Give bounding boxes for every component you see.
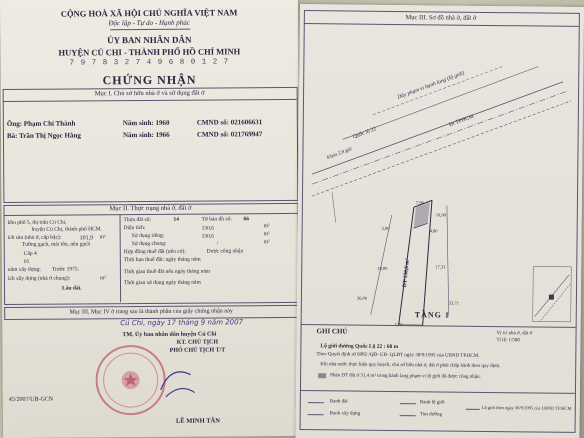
road-direction-label: Đi TPHCM xyxy=(448,113,475,129)
dim-8: 36,00 xyxy=(356,295,368,301)
motto: Độc lập - Tự do - Hạnh phúc xyxy=(108,18,190,28)
legend-line-decision xyxy=(466,409,480,410)
private-use-label: Sử dụng riêng: xyxy=(131,232,165,240)
legend-center: Tim đường xyxy=(419,412,442,418)
registration-number: 45/2007/UB-GCN xyxy=(8,396,54,403)
section-3-heading: Mục III, Mục IV ở trang sau là thành phần của giấy chứng nhận này xyxy=(69,308,233,316)
note-swatch xyxy=(318,373,326,378)
note-3: Khi nhà nước thực hiện quy hoạch, chủ sở hữu nhà ở, đất ở phải chấp hành theo quy định. xyxy=(320,362,501,370)
scale-label: Tỉ lệ: 1/500 xyxy=(496,338,520,344)
stamp-title-2: KT. CHỦ TỊCH xyxy=(176,339,219,346)
legend-line-boundary xyxy=(308,402,324,403)
ownership-term: Lâu dài. xyxy=(61,285,82,292)
stamp-title-1: TM. Ủy ban nhân dân huyện Củ Chi xyxy=(122,331,217,339)
certificate-right-page xyxy=(295,4,584,438)
private-use-unit: m² xyxy=(263,231,270,238)
road-boundary-label: Dây phạm vi hạnh lang (lộ giới) xyxy=(396,70,466,101)
area-label: Diện tích: xyxy=(123,224,146,232)
map-label: Tờ bản đồ số: xyxy=(201,216,232,223)
legend-line-row xyxy=(400,403,416,404)
signer-name: LÊ MINH TÂN xyxy=(175,417,220,425)
purpose-label: Hợp đồng thuê đất (nếu có): xyxy=(123,248,186,256)
position-label: Vị trí nhà ở, đất ở xyxy=(496,331,533,337)
address-line-1: khu phố 5, thị trấn Củ Chi, xyxy=(7,219,67,226)
address-line-2: huyện Củ Chi, thành phố HCM. xyxy=(31,226,103,233)
purpose-value: Được công nhận xyxy=(206,248,244,255)
diagram-heading: Mục III. Sơ đồ nhà ở, đất ở xyxy=(405,14,477,22)
owner-1-id: CMND số: 021606631 xyxy=(196,118,263,127)
owner-1-name: Ông: Phạm Chí Thành xyxy=(6,119,76,128)
lot-value: 14 xyxy=(173,216,180,223)
structure: Tường gạch, mái tôn, nền gạch xyxy=(21,241,91,248)
note-1: Lộ giới đường Quốc Lộ 22 : 60 m xyxy=(320,343,399,351)
common-label: ích xây dựng (nhà ở chung): xyxy=(7,275,71,282)
lot-label: Thửa đất số: xyxy=(123,216,151,224)
section-2-heading: Mục II. Thực trạng nhà ở, đất ở xyxy=(109,204,192,213)
site-plan-diagram xyxy=(301,24,578,327)
certificate-title: CHỨNG NHẬN xyxy=(102,72,197,88)
legend-boundary: Ranh đất xyxy=(329,399,348,405)
built-label: năm xây dựng: xyxy=(7,266,41,273)
dim-5: 10,90 xyxy=(435,212,446,218)
nation-heading: CỘNG HOÀ XÃ HỘI CHỦ NGHĨA VIỆT NAM xyxy=(60,7,238,19)
owner-1-birth: Năm sinh: 1960 xyxy=(122,118,170,128)
shared-use-label: Sử dụng chung: xyxy=(131,240,167,248)
house-area-label: ích sàn (nhà ở, cấp bậc): xyxy=(7,234,62,241)
legend-line-center xyxy=(400,415,416,416)
dim-9: 33,71 xyxy=(448,300,460,306)
floors: 01 xyxy=(23,258,30,265)
authority-heading: ỦY BAN NHÂN DÂN xyxy=(107,34,192,46)
road-name-label: Quốc lộ 22 xyxy=(352,126,378,141)
dim-6: 18,00 xyxy=(377,265,388,271)
area-unit: m² xyxy=(263,223,270,230)
section-1-heading: Mục I. Chủ sở hữu nhà ở và sử dụng đất ở xyxy=(94,89,205,98)
dim-4: 7,90 xyxy=(415,200,424,206)
common-unit: m² xyxy=(99,275,106,282)
floor-label: TẦNG 1 xyxy=(414,310,450,320)
shared-use-unit: m² xyxy=(263,239,270,246)
dim-7: 17,33 xyxy=(435,264,446,270)
dim-1: 5,00 xyxy=(381,225,390,231)
shared-use-value: / xyxy=(216,240,219,247)
signing-date: Củ Chi, ngày 17 tháng 9 năm 2007 xyxy=(120,318,244,328)
notes-title: GHI CHÚ xyxy=(316,327,348,336)
map-value: 66 xyxy=(243,216,250,223)
district-heading: HUYỆN CỦ CHI - THÀNH PHỐ HỒ CHÍ MINH xyxy=(58,46,241,58)
area-value: 150,6 xyxy=(201,225,214,232)
stamp-title-3: PHÓ CHỦ TỊCH T/T xyxy=(169,347,226,354)
dim-2: 4,80 xyxy=(429,228,438,234)
house-area-value: 101,9 xyxy=(79,235,94,242)
section-1-box xyxy=(3,87,299,203)
grade: Cấp 4 xyxy=(23,250,37,257)
owner-2-name: Bà: Trần Thị Ngọc Hằng xyxy=(6,131,81,140)
road-width-label: Khóa 2,8 giờ xyxy=(326,147,353,161)
note-1: Thời gian thuê đất nếu ngày tháng năm xyxy=(123,268,211,276)
legend-row: Ranh lộ giới xyxy=(419,400,445,406)
note-2: Theo Quyết định số 6982 /QĐ- UB- QLĐT ngày 30/9/1995 của UBND TP.HCM. xyxy=(316,352,480,359)
owner-2-id: CMND số: 021769947 xyxy=(196,130,263,139)
note-4: Phần DT đất ở 31,4 m² trong hành lang phạm vi lộ giới đã được công nhận. xyxy=(330,373,481,380)
term-label: Thời hạn thuê đất: ngày tháng năm xyxy=(123,256,201,264)
plot-area-label: DT 150,6 m² xyxy=(402,258,411,288)
legend-build: Ranh xây dựng xyxy=(329,411,361,417)
legend-decision: Lộ giới theo ngày 30/9/1995 của UBND TP.HCM xyxy=(481,404,572,411)
legend-line-build xyxy=(308,414,324,415)
serial-number: 7 9 7 8 3 2 7 4 9 6 8 0 1 2 7 xyxy=(69,58,230,68)
official-seal-stamp xyxy=(90,335,201,431)
house-area-unit: m² xyxy=(99,234,106,241)
owner-2-birth: Năm sinh: 1966 xyxy=(122,130,170,140)
private-use-value: 150,6 xyxy=(201,233,215,240)
note-2: Thời gian sử dụng ngày tháng năm xyxy=(123,279,201,287)
built-year: Trước 1975. xyxy=(51,266,79,273)
